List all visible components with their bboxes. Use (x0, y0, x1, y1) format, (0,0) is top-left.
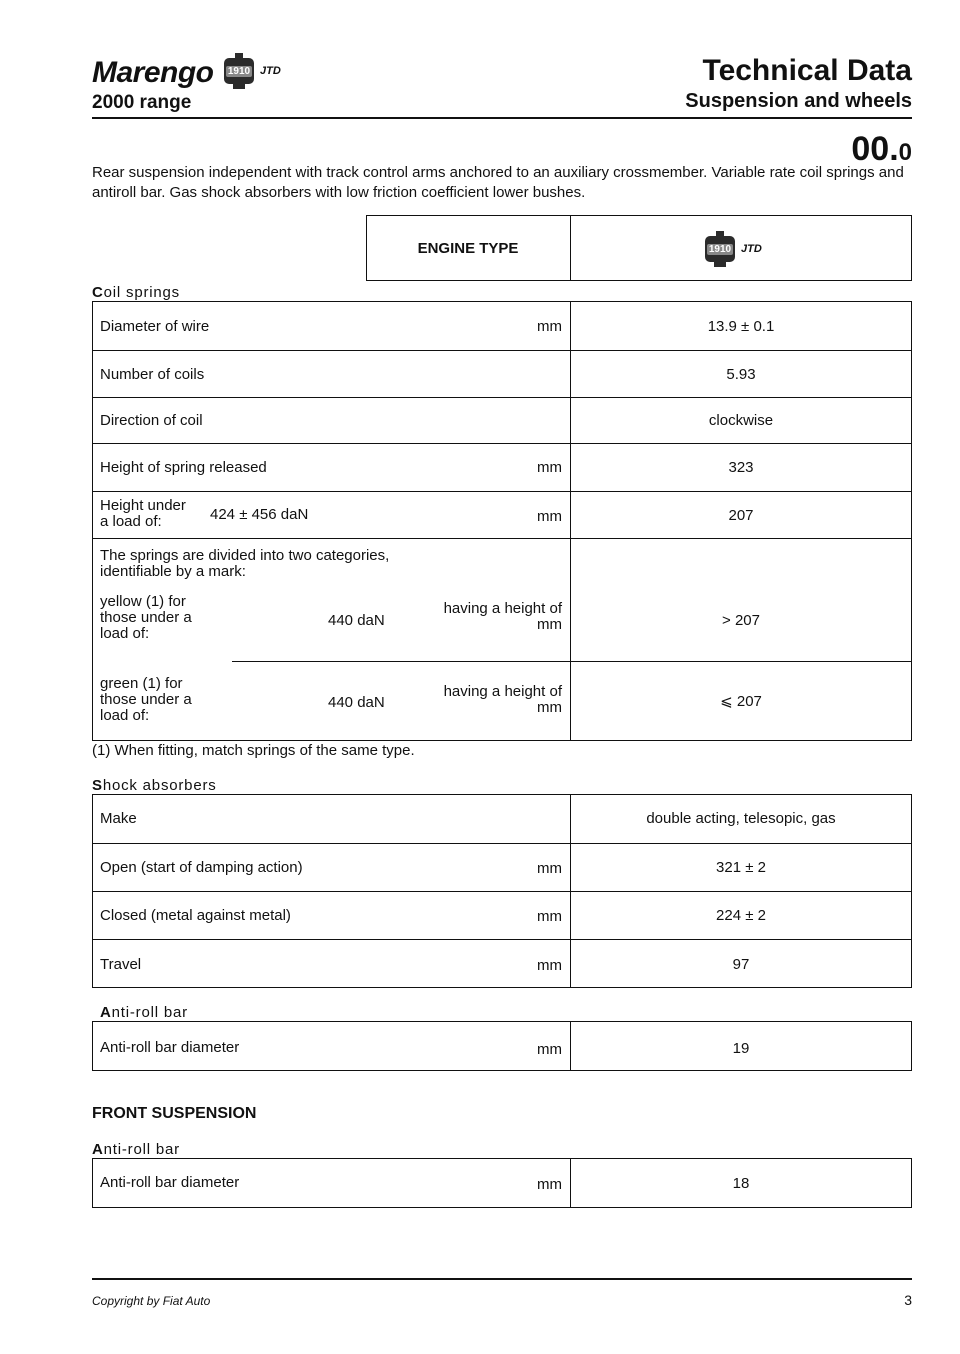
categories-intro: The springs are divided into two categories, identifiable by a mark: (100, 547, 390, 580)
table-row-label: Open (start of damping action) (100, 859, 303, 876)
table-row-value: 207 (728, 507, 754, 524)
green-value: ⩽ 207 (720, 693, 762, 710)
engine-suffix: JTD (260, 65, 281, 77)
table-row-label: Anti-roll bar diameter (100, 1174, 240, 1191)
footnote: (1) When fitting, match springs of the same type. (92, 742, 415, 759)
shock-absorbers-caption: Shock absorbers (92, 777, 217, 794)
table-row-unit: mm (537, 508, 562, 525)
table-row-label: Diameter of wire (100, 318, 210, 335)
table-row-value: 5.93 (726, 366, 756, 383)
table-row-label: Closed (metal against metal) (100, 907, 291, 924)
page-subtitle: Suspension and wheels (685, 90, 912, 112)
table-row-value: 224 ± 2 (716, 907, 766, 924)
engine-type-label: ENGINE TYPE (417, 240, 519, 257)
table-row-value: double acting, telesopic, gas (646, 810, 836, 827)
engine-icon: 1910 (224, 58, 254, 84)
table-row-label: Make (100, 810, 137, 827)
table-row-label: Travel (100, 956, 142, 973)
table-row-unit: mm (537, 459, 562, 476)
table-row-value: 321 ± 2 (716, 859, 766, 876)
table-row-value: 19 (732, 1040, 750, 1057)
table-row-unit: mm (537, 957, 562, 974)
intro-paragraph: Rear suspension independent with track control arms anchored to an auxiliary crossmember. Variable rate coil springs and antiroll bar. Gas shock absorbers with low friction coefficient lower bushes. (92, 164, 904, 201)
height-under-label: Height under a load of: (100, 497, 186, 530)
page-number: 3 (904, 1292, 912, 1308)
table-row-label: Direction of coil (100, 412, 203, 429)
copyright: Copyright by Fiat Auto (92, 1294, 211, 1308)
table-row-unit: mm (537, 908, 562, 925)
table-row-value: 18 (732, 1175, 750, 1192)
header-rule (92, 117, 912, 119)
yellow-load: 440 daN (328, 612, 385, 629)
table-row-unit: mm (537, 318, 562, 335)
table-row-value: 323 (728, 459, 754, 476)
front-antiroll-caption: Anti-roll bar (92, 1141, 180, 1158)
engine-icon: 1910 (705, 236, 735, 262)
table-row-value: 97 (732, 956, 750, 973)
range-label: 2000 range (92, 92, 192, 113)
yellow-category-label: yellow (1) for those under a load of: (100, 593, 192, 642)
table-row-value: clockwise (708, 412, 774, 429)
front-suspension-heading: FRONT SUSPENSION (92, 1105, 257, 1122)
footer-rule (92, 1278, 912, 1280)
table-row-label: Anti-roll bar diameter (100, 1039, 240, 1056)
table-row-value: 13.9 ± 0.1 (707, 318, 775, 335)
green-height: having a height of mm (443, 683, 562, 716)
table-row-unit: mm (537, 860, 562, 877)
table-row-label: Height of spring released (100, 459, 267, 476)
table-row-label: Number of coils (100, 366, 205, 383)
engine-badge (224, 58, 281, 84)
table-row-unit: mm (537, 1176, 562, 1193)
page-title: Technical Data (702, 54, 912, 87)
yellow-value: > 207 (722, 612, 760, 629)
green-load: 440 daN (328, 694, 385, 711)
engine-type-badge: 1910 JTD (705, 236, 762, 262)
table-row-unit: mm (537, 1041, 562, 1058)
yellow-height: having a height of mm (443, 600, 562, 633)
height-under-load: 424 ± 456 daN (210, 506, 309, 523)
coil-springs-caption: Coil springs (92, 284, 180, 301)
rear-antiroll-caption: Anti-roll bar (100, 1004, 188, 1021)
green-category-label: green (1) for those under a load of: (100, 675, 192, 724)
section-number: 00.0 (851, 130, 912, 168)
brand-name: Marengo (92, 56, 214, 89)
